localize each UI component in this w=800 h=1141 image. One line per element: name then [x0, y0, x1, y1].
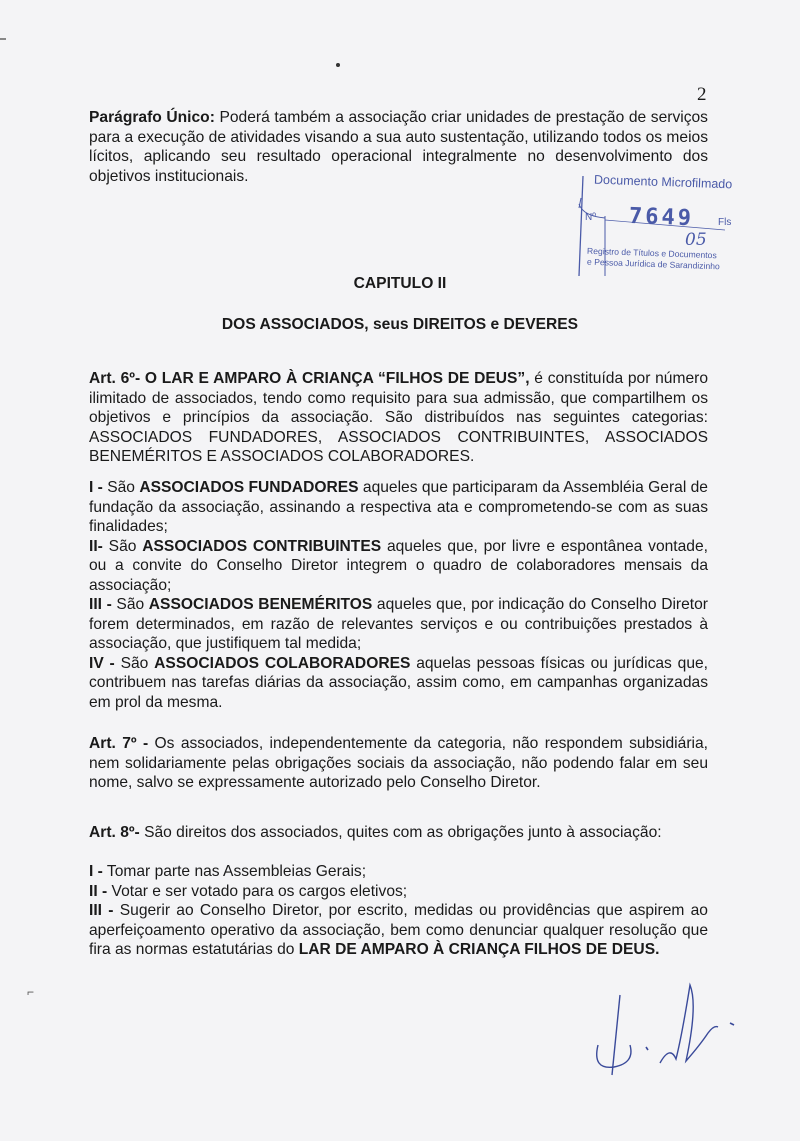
article-6-text: é constituída por número ilimitado de associados, tendo como requisito para sua admissão, que compartilhem os objetivos e princípios da associação. São distribuídos nas seguintes categorias: ASSOCIADOS FUNDADORES, ASSOCIADOS CONTRIBUINTES, ASSOCIADOS BENEMÉRITOS E ASSOCIADOS COLABORADORES.	[89, 370, 708, 465]
category-number: I -	[89, 479, 103, 496]
right-number: III -	[89, 902, 114, 919]
category-prefix: São	[102, 537, 143, 555]
category-term: ASSOCIADOS CONTRIBUINTES	[142, 537, 382, 555]
stamp-number-label: Nº	[585, 212, 596, 223]
category-text: aqueles que, por livre e espontânea vontade, ou a convite do Conselho Diretor integrem o quadro de colaboradores mensais da associação;	[89, 537, 708, 594]
category-text: aqueles que, por indicação do Conselho Diretor forem determinados, em razão de relevantes serviços e ou contribuições prestados à associação, que justifiquem tal medida;	[89, 596, 708, 652]
category-number: III -	[89, 596, 112, 613]
category-item	[89, 537, 708, 596]
right-number: II -	[89, 882, 108, 900]
category-item	[89, 595, 708, 654]
ink-dot	[336, 63, 340, 67]
stamp-sheet: 05	[685, 230, 707, 250]
article-8-label: Art. 8º-	[89, 824, 140, 841]
scan-edge-mark	[0, 38, 6, 40]
category-prefix: São	[111, 596, 149, 613]
right-text: Tomar parte nas Assembleias Gerais;	[102, 863, 367, 880]
category-number: II-	[89, 537, 103, 555]
article-7	[89, 734, 708, 793]
article-6-name: O LAR E AMPARO À CRIANÇA “FILHOS DE DEUS”,	[140, 370, 530, 387]
category-prefix: São	[114, 654, 155, 672]
right-text: Sugerir ao Conselho Diretor, por escrito, medidas ou providências que aspirem ao aperfeiçoamento operativo da associação, bem como denunciar qualquer resolução que fira as normas estatutárias do	[89, 902, 708, 958]
microfilm-stamp	[575, 168, 745, 278]
category-term: ASSOCIADOS FUNDADORES	[139, 479, 359, 496]
category-text: aqueles que participaram da Assembléia Geral de fundação da associação, assinando a respectiva ata e comprometendo-se com as suas finalidades;	[89, 479, 708, 535]
paragrafo-unico-label: Parágrafo Único:	[89, 109, 215, 126]
category-term: ASSOCIADOS BENEMÉRITOS	[148, 596, 373, 613]
right-number: I -	[89, 863, 103, 880]
associate-categories	[89, 478, 708, 712]
stamp-number: 7649	[628, 203, 695, 232]
right-item	[89, 882, 708, 902]
category-item	[89, 654, 708, 713]
right-entity-name: LAR DE AMPARO À CRIANÇA FILHOS DE DEUS.	[298, 941, 660, 958]
article-8-text: São direitos dos associados, quites com as obrigações junto à associação:	[139, 824, 662, 841]
category-text: aquelas pessoas físicas ou jurídicas que, contribuem nas tarefas diárias da associação, assim como, em campanhas organizadas em prol da mesma.	[89, 654, 709, 711]
article-7-label: Art. 7º -	[89, 735, 149, 752]
article-6-label: Art. 6º-	[89, 370, 141, 387]
page-number: 2	[697, 84, 707, 105]
category-term: ASSOCIADOS COLABORADORES	[154, 654, 411, 672]
handwritten-signature	[590, 975, 750, 1085]
stamp-sheet-label: Fls	[718, 217, 732, 228]
category-prefix: São	[102, 479, 140, 496]
article-7-text: Os associados, independentemente da categoria, não respondem subsidiária, nem solidariamente pelas obrigações sociais da associação, não podendo falar em seu nome, salvo se expressamente autorizado pelo Conselho Diretor.	[89, 735, 708, 791]
right-item	[89, 901, 708, 960]
article-8	[89, 823, 708, 843]
scan-speck: ⌐	[27, 985, 35, 999]
rights-list	[89, 862, 708, 960]
right-item	[89, 862, 708, 882]
chapter-subtitle: DOS ASSOCIADOS, seus DIREITOS e DEVERES	[221, 316, 579, 333]
paragrafo-unico-text: Poderá também a associação criar unidades de prestação de serviços para a execução de atividades visando a sua auto sustentação, utilizando todos os meios lícitos, aplicando seu resultado operacional integralmente no desenvolvimento dos objetivos institucionais.	[89, 109, 708, 185]
category-item	[89, 478, 708, 537]
right-text: Votar e ser votado para os cargos eletivos;	[107, 882, 408, 900]
chapter-title: CAPITULO II	[353, 275, 447, 292]
stamp-registry-line: Registro de Títulos e Documentos	[586, 245, 717, 261]
stamp-registry-line-2: e Pessoa Jurídica de Sarandizinho	[586, 256, 720, 272]
stamp-title: Documento Microfilmado	[593, 172, 733, 192]
article-6	[89, 369, 708, 467]
category-number: IV -	[89, 654, 115, 672]
